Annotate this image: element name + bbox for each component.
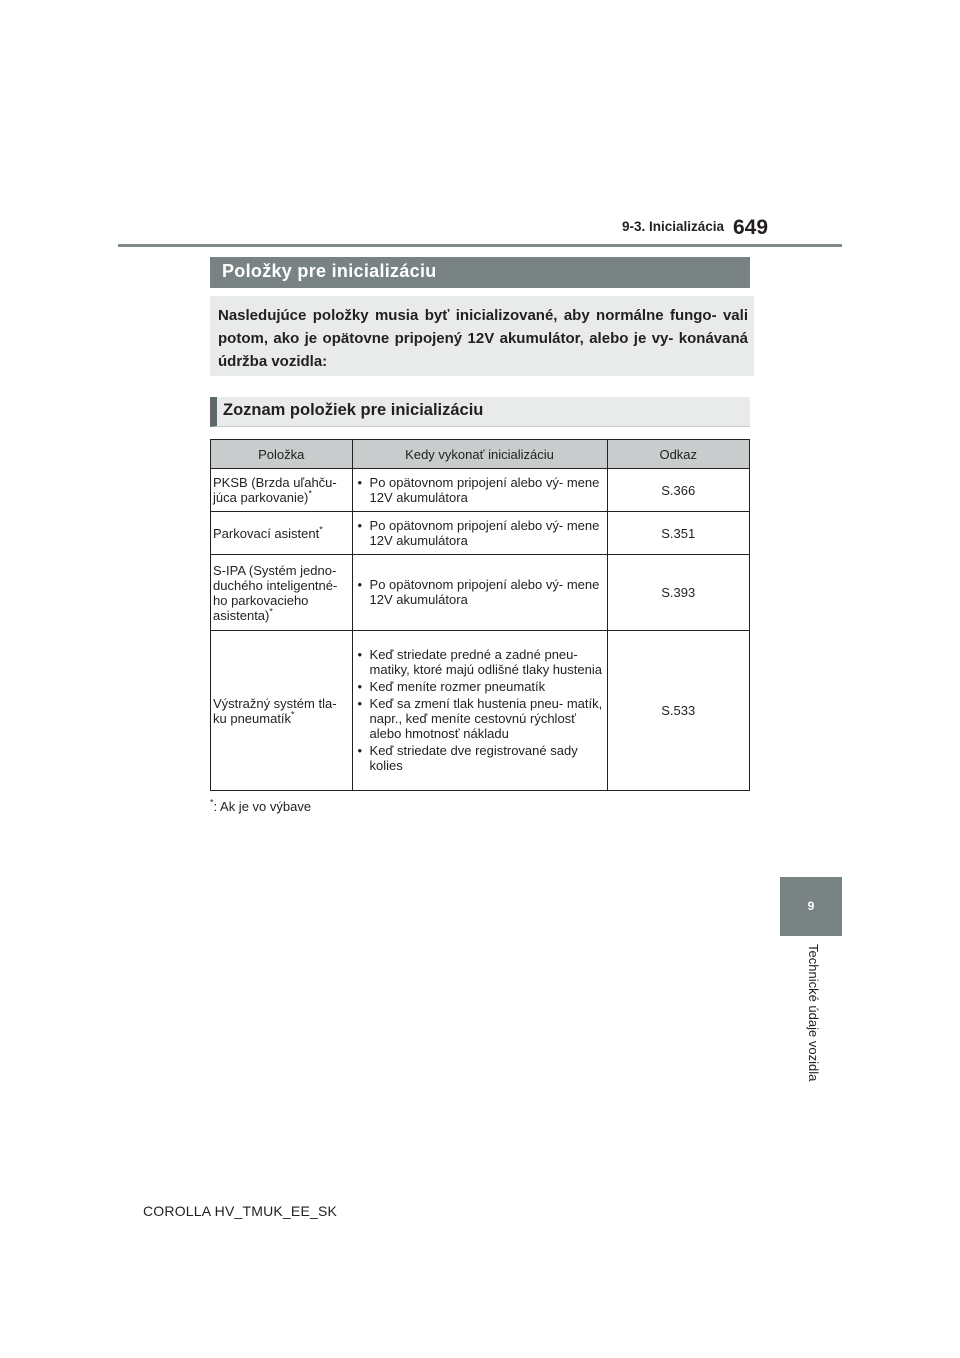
footnote	[210, 799, 311, 814]
subheading-bar	[210, 397, 750, 427]
footnote-text: : Ak je vo výbave	[213, 799, 312, 814]
chapter-tab	[780, 877, 842, 936]
section-title: 9-3. Inicializácia	[622, 219, 725, 234]
page-number: 649	[733, 216, 769, 239]
header-divider	[118, 244, 842, 247]
item-cell	[211, 469, 353, 512]
when-cell	[352, 555, 607, 631]
when-cell	[352, 512, 607, 555]
item-name: Parkovací asistent	[213, 525, 320, 541]
chapter-number: 9	[807, 899, 815, 913]
table-header-row	[211, 440, 750, 469]
item-name: Výstražný systém tla- ku pneumatík	[213, 695, 337, 726]
initialization-table	[210, 439, 750, 791]
footnote-marker: *	[269, 606, 273, 617]
intro-text: Nasledujúce položky musia byť inicializované, aby normálne fungo- vali potom, ako je opätovne pripojený 12V akumulátor, alebo je vy- konávaná údržba vozidla:	[218, 307, 748, 370]
page-ref[interactable]: S.533	[607, 631, 750, 791]
column-header-item: Položka	[211, 440, 353, 469]
table-row	[211, 512, 750, 555]
footnote-marker: *	[319, 524, 323, 535]
chapter-label: Technické údaje vozidla	[806, 944, 821, 1082]
list-item: • Keď meníte rozmer pneumatík	[355, 679, 605, 694]
heading-title: Položky pre inicializáciu	[222, 261, 437, 281]
column-header-ref: Odkaz	[607, 440, 750, 469]
item-cell	[211, 555, 353, 631]
column-header-when: Kedy vykonať inicializáciu	[352, 440, 607, 469]
list-item: • Po opätovnom pripojení alebo vý- mene 12V akumulátora	[355, 518, 605, 548]
list-item: • Keď sa zmení tlak hustenia pneu- matík, napr., keď meníte cestovnú rýchlosť alebo hmotnosť nákladu	[355, 696, 605, 741]
table-row	[211, 555, 750, 631]
subheading-title: Zoznam položiek pre inicializáciu	[223, 401, 484, 419]
list-item: • Po opätovnom pripojení alebo vý- mene 12V akumulátora	[355, 577, 605, 607]
list-item: • Keď striedate predné a zadné pneu- matiky, ktoré majú odlišné tlaky hustenia	[355, 647, 605, 677]
list-item: • Po opätovnom pripojení alebo vý- mene 12V akumulátora	[355, 475, 605, 505]
footnote-marker: *	[210, 797, 214, 808]
when-cell	[352, 631, 607, 791]
heading-bar	[210, 257, 750, 288]
intro-box	[210, 296, 754, 376]
page-ref[interactable]: S.366	[607, 469, 750, 512]
table-row	[211, 469, 750, 512]
page-ref[interactable]: S.393	[607, 555, 750, 631]
item-cell	[211, 631, 353, 791]
footnote-marker: *	[308, 488, 312, 499]
document-code: COROLLA HV_TMUK_EE_SK	[143, 1203, 338, 1219]
when-cell	[352, 469, 607, 512]
item-name: PKSB (Brzda uľahču- júca parkovanie)	[213, 475, 337, 505]
list-item: • Keď striedate dve registrované sady kolies	[355, 743, 605, 773]
page-ref[interactable]: S.351	[607, 512, 750, 555]
footnote-marker: *	[291, 709, 295, 720]
item-cell	[211, 512, 353, 555]
table-row	[211, 631, 750, 791]
item-name: S-IPA (Systém jedno- duchého inteligentné- ho parkovacieho asistenta)	[213, 562, 338, 623]
